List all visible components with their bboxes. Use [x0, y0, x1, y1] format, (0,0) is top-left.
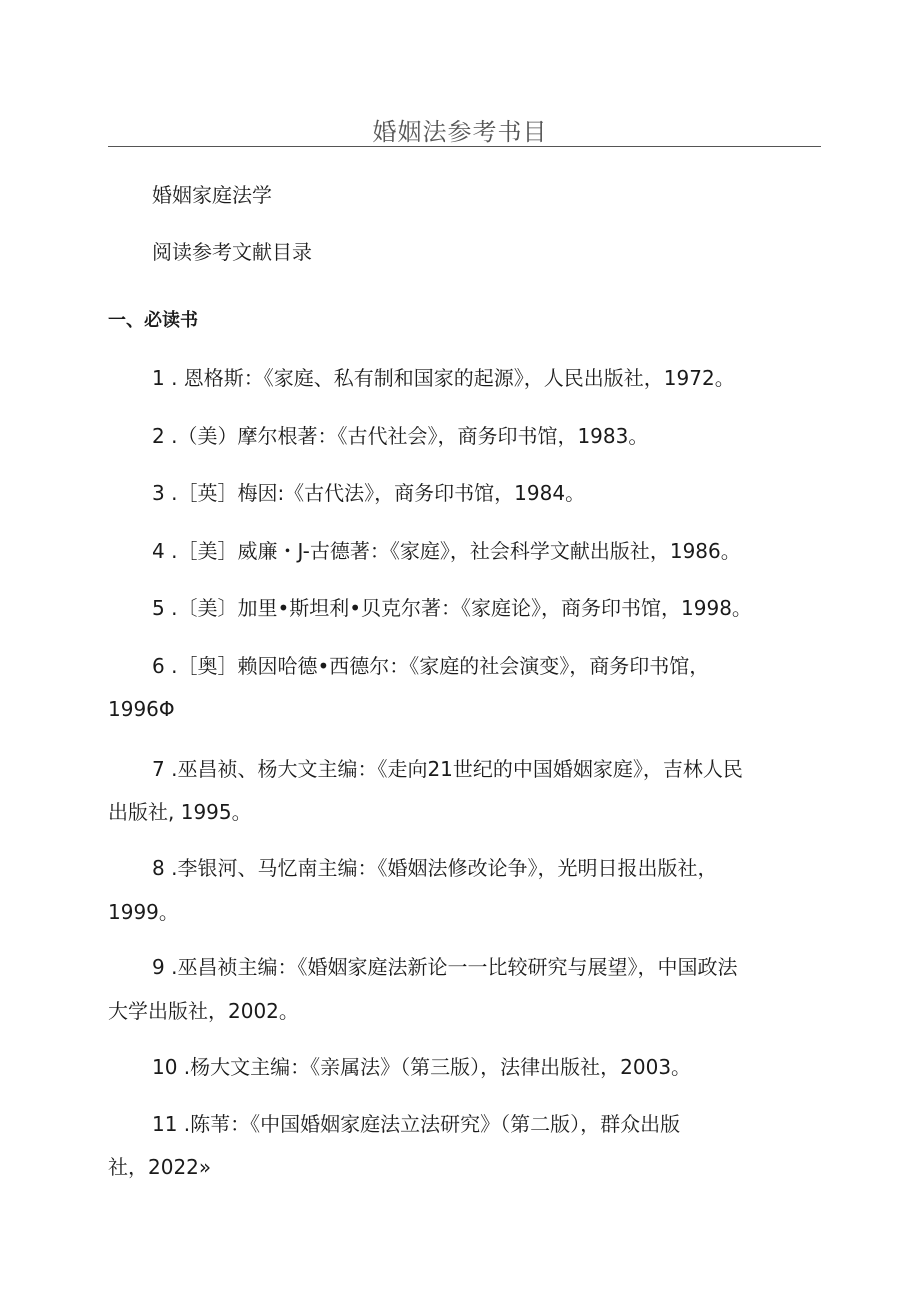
reference-2: 2 .（美）摩尔根著：《古代社会》，商务印书馆，1983。 [152, 424, 649, 448]
reference-3: 3 .［英］梅因:《古代法》，商务印书馆，1984。 [152, 481, 586, 505]
subtitle-reading-list: 阅读参考文献目录 [152, 240, 312, 264]
reference-11: 11 .陈苇：《中国婚姻家庭法立法研究》（第二版），群众出版 [152, 1112, 681, 1136]
subtitle-course: 婚姻家庭法学 [152, 183, 272, 207]
reference-4: 4 .［美］威廉・J-古德著：《家庭》，社会科学文献出版社，1986。 [152, 539, 741, 563]
reference-8: 8 .李银河、马忆南主编：《婚姻法修改论争》，光明日报出版社， [152, 856, 718, 880]
reference-5: 5 .〔美〕加里•斯坦利•贝克尔著：《家庭论》，商务印书馆，1998。 [152, 596, 752, 620]
section-heading: 一、必读书 [108, 310, 198, 331]
reference-11-continued: 社，2022» [108, 1155, 212, 1179]
reference-7-continued: 出版社, 1995。 [108, 800, 252, 824]
reference-7: 7 .巫昌祯、杨大文主编：《走向21世纪的中国婚姻家庭》，吉林人民 [152, 757, 743, 781]
reference-9: 9 .巫昌祯主编：《婚姻家庭法新论一一比较研究与展望》，中国政法 [152, 955, 738, 979]
reference-8-continued: 1999。 [108, 900, 179, 924]
title-underline [108, 146, 821, 147]
reference-1: 1 . 恩格斯：《家庭、私有制和国家的起源》，人民出版社，1972。 [152, 366, 735, 390]
reference-6-continued: 1996Φ [108, 697, 175, 721]
page-title: 婚姻法参考书目 [372, 118, 548, 146]
reference-6: 6 .［奥］赖因哈德•西德尔：《家庭的社会演变》，商务印书馆， [152, 654, 710, 678]
reference-9-continued: 大学出版社，2002。 [108, 999, 299, 1023]
reference-10: 10 .杨大文主编：《亲属法》（第三版），法律出版社，2003。 [152, 1055, 692, 1079]
